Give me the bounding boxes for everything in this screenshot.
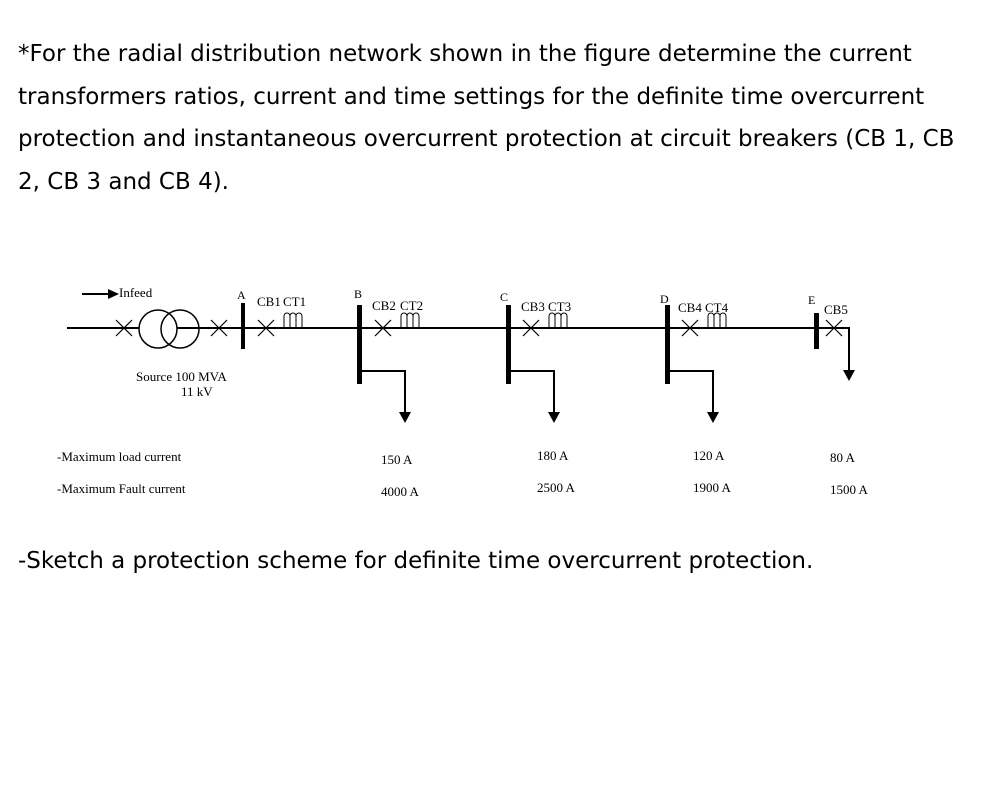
ct4-label: CT4 [705, 300, 729, 315]
fault-current-b: 4000 A [381, 484, 419, 499]
infeed-label: Infeed [119, 285, 153, 300]
ct1-label: CT1 [283, 294, 307, 309]
ct3-label: CT3 [548, 299, 572, 314]
load-b-arrow-icon [362, 371, 411, 423]
ct2-label: CT2 [400, 298, 424, 313]
max-fault-label: -Maximum Fault current [57, 481, 186, 496]
ct3-icon [543, 313, 571, 328]
bus-a-label: A [237, 288, 246, 302]
load-current-c: 180 A [537, 448, 569, 463]
cb2-label: CB2 [372, 298, 396, 313]
load-e-arrow-icon [822, 328, 855, 381]
fault-current-d: 1900 A [693, 480, 731, 495]
bus-d-label: D [660, 292, 669, 306]
cb5-label: CB5 [824, 302, 848, 317]
cb1-label: CB1 [257, 294, 281, 309]
infeed-arrow-icon [82, 289, 119, 299]
bus-b [357, 305, 362, 384]
ct1-icon [278, 313, 306, 328]
bus-e-label: E [808, 293, 816, 307]
load-d-arrow-icon [670, 371, 719, 423]
bus-a [241, 303, 245, 349]
bus-d [665, 305, 670, 384]
max-load-label: -Maximum load current [57, 449, 182, 464]
bus-c [506, 305, 511, 384]
ct4-icon [702, 313, 730, 328]
fault-current-c: 2500 A [537, 480, 575, 495]
source-voltage-label: 11 kV [181, 384, 213, 399]
ct2-icon [395, 313, 423, 328]
fault-current-e: 1500 A [830, 482, 868, 497]
question-text: *For the radial distribution network shown in the figure determine the current transformers ratios, current and time settings for the definite time overcurrent protection and instantaneous overcurrent protection at circuit breakers (CB 1, CB 2, CB 3 and CB 4). [18, 41, 955, 195]
task-text: -Sketch a protection scheme for definite time overcurrent protection. [18, 548, 814, 574]
bus-b-label: B [354, 287, 363, 301]
load-current-b: 150 A [381, 452, 413, 467]
source-rating-label: Source 100 MVA [136, 369, 227, 384]
bus-e [814, 313, 819, 349]
cb3-label: CB3 [521, 299, 545, 314]
bus-c-label: C [500, 290, 509, 304]
load-c-arrow-icon [511, 371, 560, 423]
cb4-label: CB4 [678, 300, 702, 315]
load-current-d: 120 A [693, 448, 725, 463]
load-current-e: 80 A [830, 450, 855, 465]
